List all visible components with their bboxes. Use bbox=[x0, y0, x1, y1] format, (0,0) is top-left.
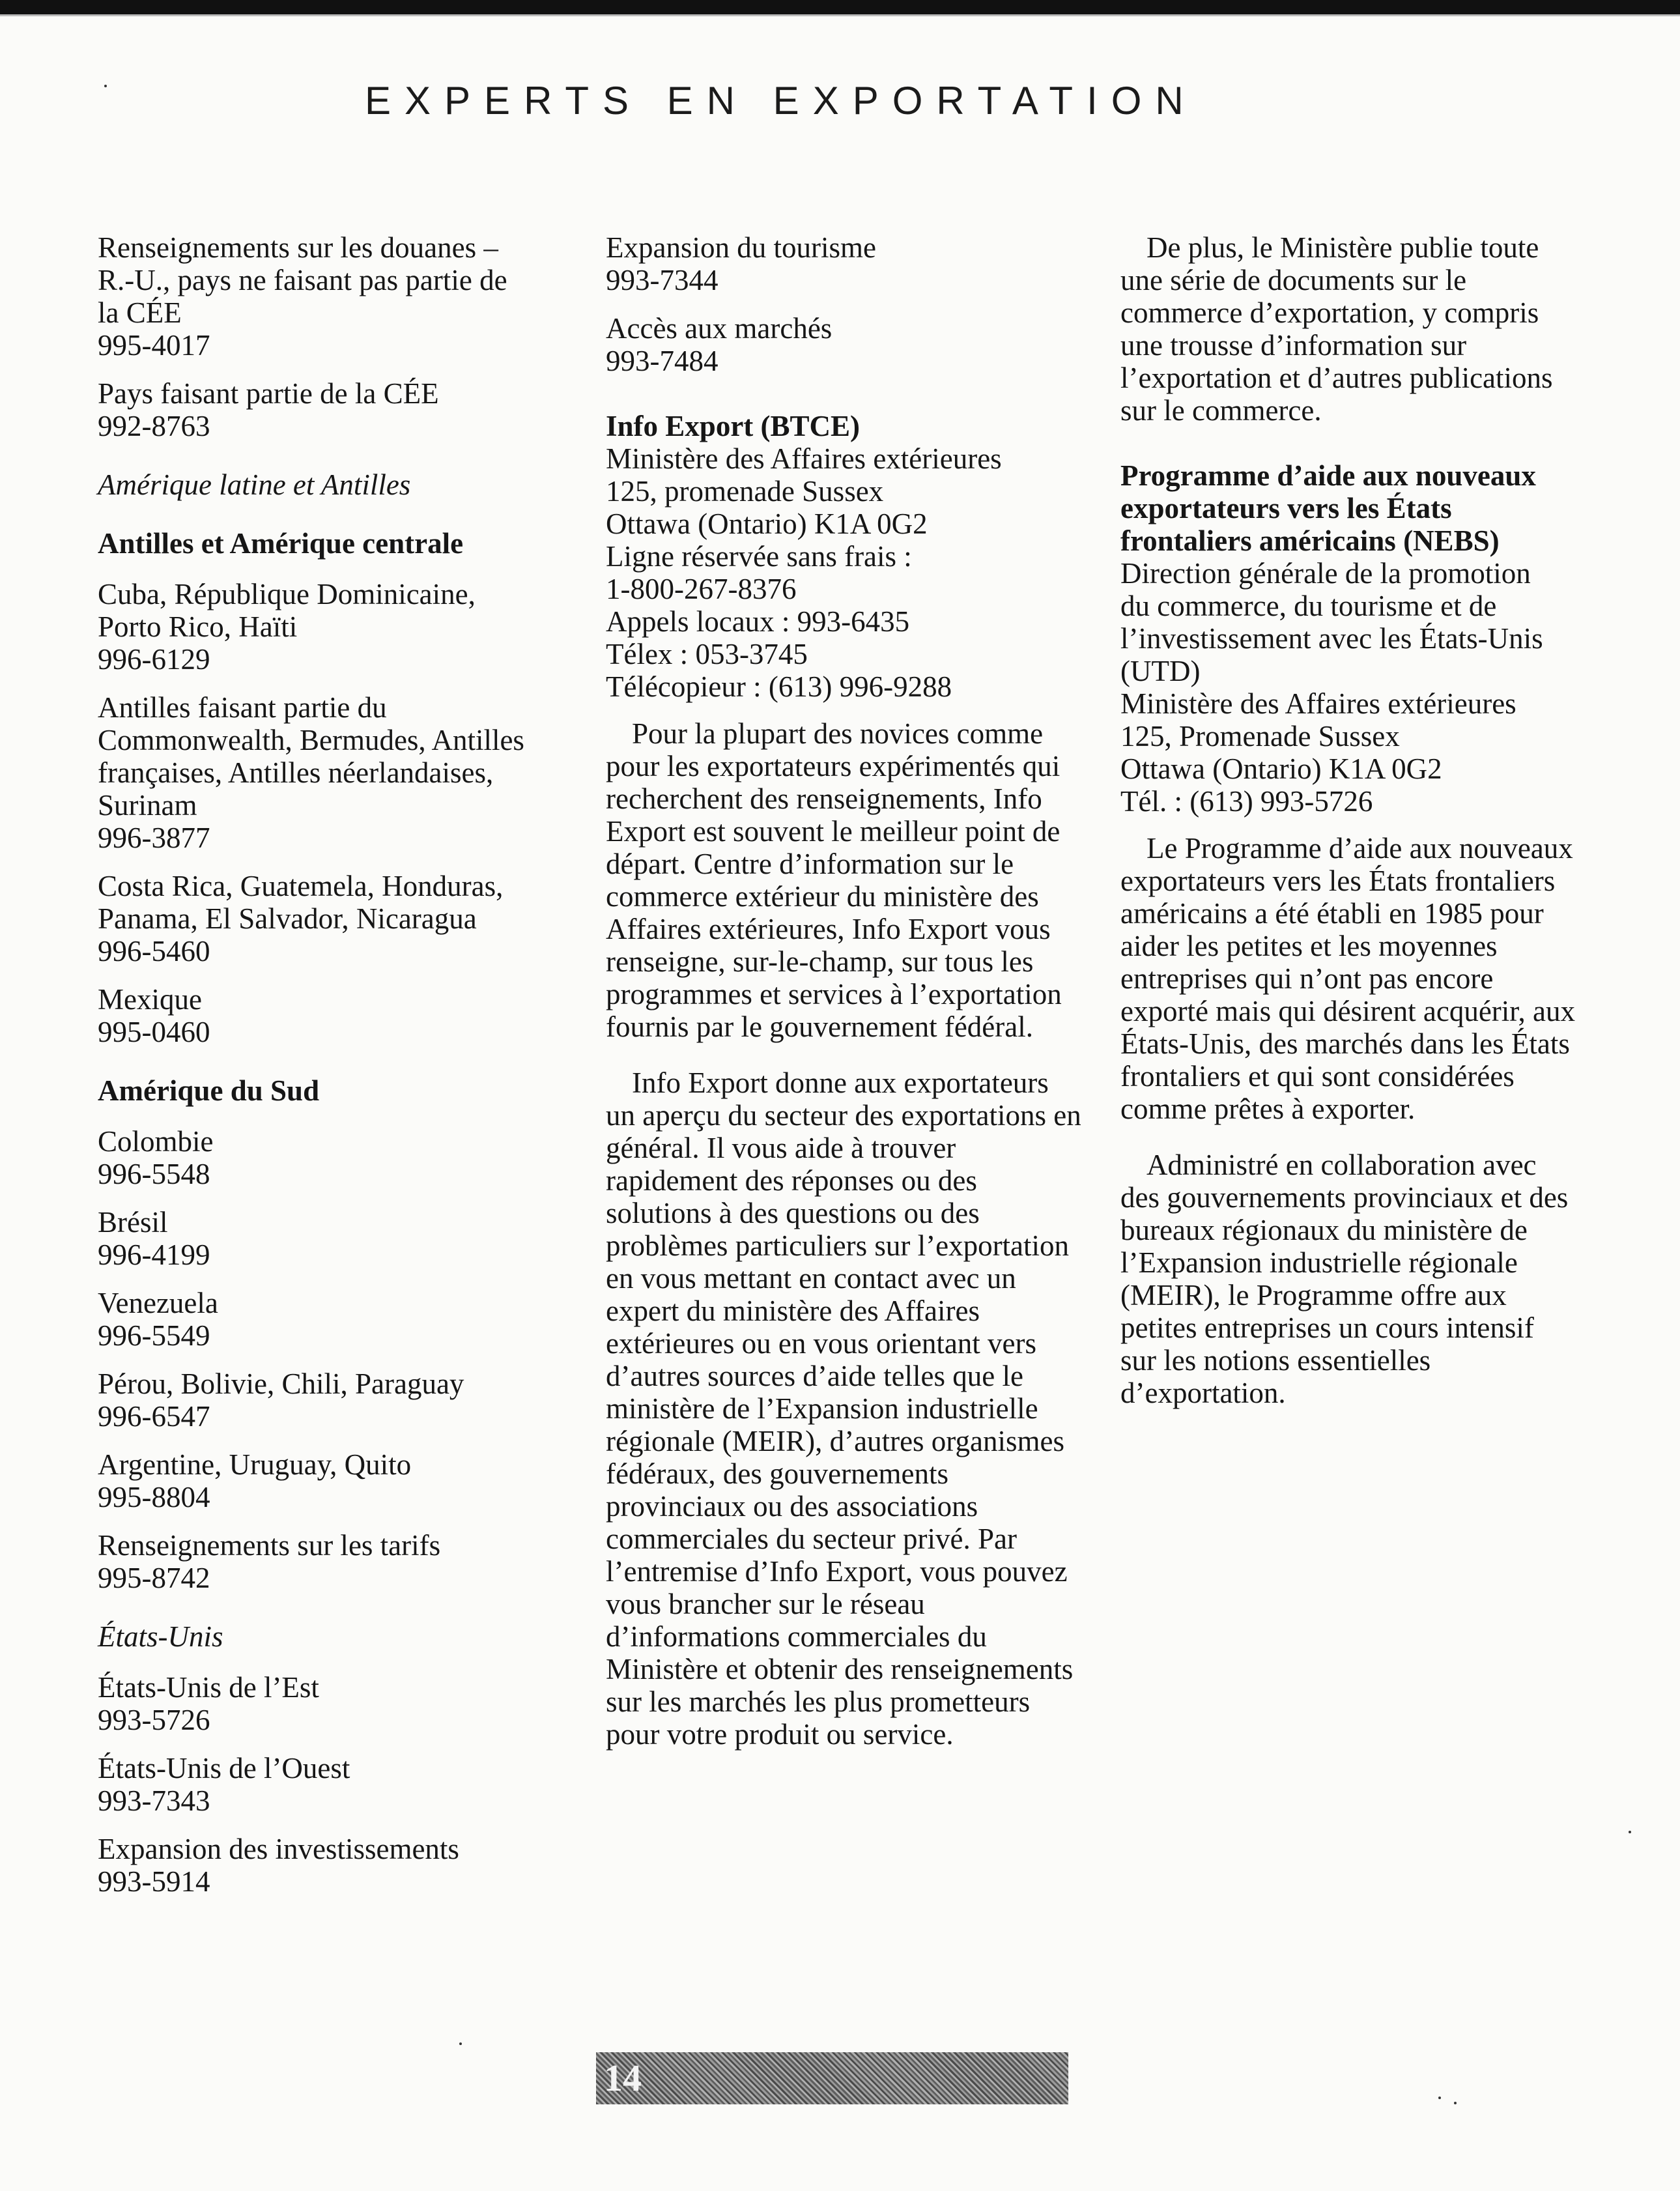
heading-antilles: Antilles et Amérique centrale bbox=[98, 527, 464, 560]
entry-label: Venezuela bbox=[98, 1287, 218, 1319]
contact-entry bbox=[98, 1448, 573, 1513]
phone-number: 996-3877 bbox=[98, 822, 210, 854]
contact-entry bbox=[98, 691, 573, 854]
address-line: (UTD) bbox=[1120, 655, 1201, 687]
phone-number: 995-4017 bbox=[98, 329, 210, 362]
contact-entry bbox=[98, 1671, 573, 1736]
phone-number: 993-7344 bbox=[606, 264, 719, 296]
address-line: 125, promenade Sussex bbox=[606, 475, 884, 508]
nebs-title-line: exportateurs vers les États bbox=[1120, 492, 1452, 524]
address-line: Ottawa (Ontario) K1A 0G2 bbox=[606, 508, 928, 540]
address-line: l’investissement avec les États-Unis bbox=[1120, 622, 1543, 655]
phone-number: 996-5460 bbox=[98, 935, 210, 967]
scan-speck bbox=[104, 85, 107, 87]
nebs-address bbox=[1120, 557, 1576, 818]
phone-number: 993-5726 bbox=[98, 1704, 210, 1736]
address-line: 125, Promenade Sussex bbox=[1120, 720, 1400, 752]
column-2 bbox=[606, 231, 1081, 1774]
entry-label: la CÉE bbox=[98, 296, 182, 329]
entry-label: Panama, El Salvador, Nicaragua bbox=[98, 902, 477, 935]
phone-number: 995-8804 bbox=[98, 1481, 210, 1513]
contact-entry bbox=[98, 870, 573, 967]
nebs-paragraph-1: Le Programme d’aide aux nouveaux exportateurs vers les États frontaliers américains a été établi en 1985 pour aider les petites et les moyennes entreprises qui n’ont pas encore exporté mais qui désirent acquérir, aux États-Unis, des marchés dans les États frontaliers et qui sont considérées comme prêtes à exporter. bbox=[1120, 832, 1575, 1125]
top-rule bbox=[0, 0, 1680, 14]
entry-label: Porto Rico, Haïti bbox=[98, 610, 298, 643]
entry-label: Brésil bbox=[98, 1206, 168, 1239]
scan-speck bbox=[459, 2042, 462, 2045]
nebs-title-line: Programme d’aide aux nouveaux bbox=[1120, 459, 1536, 492]
address-line: Tél. : (613) 993-5726 bbox=[1120, 785, 1373, 818]
info-export-paragraph-1: Pour la plupart des novices comme pour les exportateurs expérimentés qui recherchent des renseignements, Info Export est souvent le meilleur point de départ. Centre d’information sur le commerce extérieur du ministère des Affaires extérieures, Info Export vous renseigne, sur-le-champ, sur tous les programmes et services à l’exportation fournis par le gouvernement fédéral. bbox=[606, 717, 1062, 1043]
info-export-paragraph-2: Info Export donne aux exportateurs un aperçu du secteur des exportations en général. Il vous aide à trouver rapidement des réponses ou des solutions à des questions ou des problèmes particuliers sur l’exportation en vous mettant en contact avec un expert du ministère des Affaires extérieures ou en vous orientant vers d’autres sources d’aide telles que le ministère de l’Expansion industrielle régionale (MEIR), d’autres organismes fédéraux, des gouvernements provinciaux ou des associations commerciales du secteur privé. Par l’entremise d’Info Export, vous pouvez vous brancher sur le réseau d’informations commerciales du Ministère et obtenir des renseignements sur les marchés les plus prometteurs pour votre produit ou service. bbox=[606, 1067, 1081, 1751]
contact-entry bbox=[98, 377, 573, 442]
entry-label: Surinam bbox=[98, 789, 197, 822]
address-line: Ottawa (Ontario) K1A 0G2 bbox=[1120, 752, 1442, 785]
contact-entry bbox=[98, 1368, 573, 1433]
contact-entry bbox=[98, 1529, 573, 1594]
phone-number: 996-5548 bbox=[98, 1158, 210, 1190]
entry-label: Pérou, Bolivie, Chili, Paraguay bbox=[98, 1368, 464, 1400]
phone-number: 993-5914 bbox=[98, 1865, 210, 1898]
entry-label: Commonwealth, Bermudes, Antilles bbox=[98, 724, 524, 756]
contact-entry bbox=[98, 231, 573, 362]
phone-number: 993-7484 bbox=[606, 345, 719, 377]
nebs-title-line: frontaliers américains (NEBS) bbox=[1120, 524, 1500, 557]
address-line: Ministère des Affaires extérieures bbox=[606, 442, 1002, 475]
publications-paragraph: De plus, le Ministère publie toute une série de documents sur le commerce d’exportation, y compris une trousse d’information sur l’exportation et d’autres publications sur le commerce. bbox=[1120, 231, 1553, 427]
contact-entry bbox=[606, 231, 1081, 296]
page-number: 14 bbox=[604, 2057, 642, 2099]
info-export-title: Info Export (BTCE) bbox=[606, 410, 861, 442]
info-export-address bbox=[606, 442, 1081, 703]
column-3 bbox=[1120, 231, 1576, 1433]
phone-number: 995-0460 bbox=[98, 1016, 210, 1048]
heading-amerique-du-sud: Amérique du Sud bbox=[98, 1074, 320, 1107]
column-1 bbox=[98, 231, 573, 1913]
entry-label: Argentine, Uruguay, Quito bbox=[98, 1448, 412, 1481]
scan-speck bbox=[1454, 2102, 1457, 2104]
address-line: Ministère des Affaires extérieures bbox=[1120, 687, 1516, 720]
nebs-block bbox=[1120, 459, 1576, 818]
page-number-bar bbox=[596, 2052, 1068, 2104]
contact-entry bbox=[98, 983, 573, 1048]
entry-label: Colombie bbox=[98, 1125, 214, 1158]
contact-entry bbox=[98, 1206, 573, 1271]
page-header: EXPERTS EN EXPORTATION bbox=[365, 79, 1197, 122]
info-export-block bbox=[606, 410, 1081, 703]
amerique-sud-entries bbox=[98, 1125, 573, 1594]
top-rule-shadow bbox=[0, 14, 1680, 16]
address-line: 1-800-267-8376 bbox=[606, 573, 797, 605]
contact-entry bbox=[98, 1833, 573, 1898]
nebs-paragraph-2: Administré en collaboration avec des gouvernements provinciaux et des bureaux régionaux du ministère de l’Expansion industrielle régionale (MEIR), le Programme offre aux petites entreprises un cours intensif sur les notions essentielles d’exportation. bbox=[1120, 1149, 1569, 1409]
address-line: Direction générale de la promotion bbox=[1120, 557, 1531, 590]
entry-label: États-Unis de l’Est bbox=[98, 1671, 319, 1704]
phone-number: 995-8742 bbox=[98, 1562, 210, 1594]
entry-label: françaises, Antilles néerlandaises, bbox=[98, 756, 494, 789]
entry-label: États-Unis de l’Ouest bbox=[98, 1752, 350, 1784]
etats-unis-entries bbox=[98, 1671, 573, 1898]
address-line: Télex : 053-3745 bbox=[606, 638, 808, 670]
contact-entry bbox=[606, 312, 1081, 377]
entry-label: Expansion des investissements bbox=[98, 1833, 459, 1865]
heading-etats-unis: États-Unis bbox=[98, 1620, 223, 1653]
entry-label: Renseignements sur les douanes – bbox=[98, 231, 498, 264]
address-line: Appels locaux : 993-6435 bbox=[606, 605, 910, 638]
address-line: du commerce, du tourisme et de bbox=[1120, 590, 1497, 622]
col1-top-entries bbox=[98, 231, 573, 442]
phone-number: 996-5549 bbox=[98, 1319, 210, 1352]
entry-label: Mexique bbox=[98, 983, 202, 1016]
nebs-title bbox=[1120, 459, 1576, 557]
contact-entry bbox=[98, 1752, 573, 1817]
phone-number: 996-4199 bbox=[98, 1239, 210, 1271]
phone-number: 996-6547 bbox=[98, 1400, 210, 1433]
phone-number: 992-8763 bbox=[98, 410, 210, 442]
scan-speck bbox=[1629, 1831, 1631, 1833]
entry-label: Pays faisant partie de la CÉE bbox=[98, 377, 439, 410]
phone-number: 993-7343 bbox=[98, 1784, 210, 1817]
contact-entry bbox=[98, 1125, 573, 1190]
address-line: Télécopieur : (613) 996-9288 bbox=[606, 670, 952, 703]
entry-label: Costa Rica, Guatemela, Honduras, bbox=[98, 870, 504, 902]
entry-label: Accès aux marchés bbox=[606, 312, 833, 345]
address-line: Ligne réservée sans frais : bbox=[606, 540, 912, 573]
entry-label: R.-U., pays ne faisant pas partie de bbox=[98, 264, 507, 296]
entry-label: Renseignements sur les tarifs bbox=[98, 1529, 441, 1562]
contact-entry bbox=[98, 1287, 573, 1352]
phone-number: 996-6129 bbox=[98, 643, 210, 676]
entry-label: Antilles faisant partie du bbox=[98, 691, 387, 724]
entry-label: Expansion du tourisme bbox=[606, 231, 876, 264]
scan-speck bbox=[1438, 2097, 1441, 2099]
heading-amerique-latine: Amérique latine et Antilles bbox=[98, 468, 411, 501]
entry-label: Cuba, République Dominicaine, bbox=[98, 578, 476, 610]
antilles-entries bbox=[98, 578, 573, 1048]
col2-top-entries bbox=[606, 231, 1081, 377]
contact-entry bbox=[98, 578, 573, 676]
